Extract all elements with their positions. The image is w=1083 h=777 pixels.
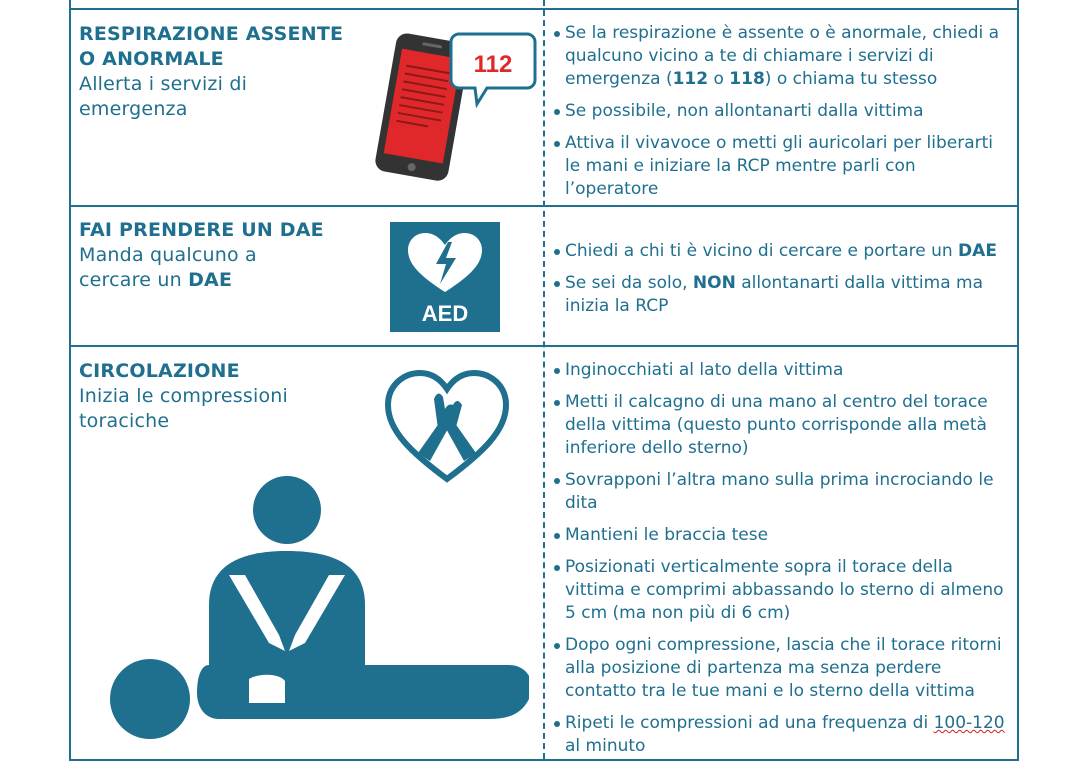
section-title: O ANORMALE: [79, 48, 224, 70]
list-item: Sovrapponi l’altra mano sulla prima incrociando le dita: [553, 469, 1013, 515]
list-item: Se la respirazione è assente o è anormale, chiedi a qualcuno vicino a te di chiamare i servizi di emergenza (112 o 118) o chiama tu stesso: [553, 22, 1013, 91]
list-item: Mantieni le braccia tese: [553, 524, 1013, 547]
section-subtitle: toraciche: [79, 410, 170, 432]
list-item: Dopo ogni compressione, lascia che il torace ritorni alla posizione di partenza ma senza perdere contatto tra le tue mani e lo sterno della vittima: [553, 634, 1013, 703]
section-title: FAI PRENDERE UN DAE: [79, 219, 324, 241]
list-item: Metti il calcagno di una mano al centro del torace della vittima (questo punto corrisponde alla metà inferiore dello sterno): [553, 391, 1013, 460]
list-item: Ripeti le compressioni ad una frequenza di 100-120 al minuto: [553, 712, 1013, 758]
list-item: Se possibile, non allontanarti dalla vittima: [553, 100, 1013, 123]
phone-emergency-icon: [371, 28, 541, 188]
aed-icon: [390, 222, 500, 332]
heart-hands-icon: [384, 369, 510, 484]
list-item: Chiedi a chi ti è vicino di cercare e portare un DAE: [553, 240, 1013, 263]
section-heading: [79, 359, 359, 434]
call-bubble-text: 112: [473, 51, 513, 78]
section-subtitle: emergenza: [79, 98, 188, 120]
list-item: Inginocchiati al lato della vittima: [553, 359, 1013, 382]
section-title: RESPIRAZIONE ASSENTE: [79, 23, 344, 45]
bullet-list: [553, 22, 1013, 210]
section-subtitle: cercare un DAE: [79, 269, 233, 291]
list-item: Se sei da solo, NON allontanarti dalla vittima ma inizia la RCP: [553, 272, 1013, 318]
cpr-guide-table: [69, 0, 1019, 761]
section-subtitle: Manda qualcuno a: [79, 244, 257, 266]
cpr-person-icon: [109, 475, 529, 745]
list-item: Attiva il vivavoce o metti gli auricolari per liberarti le mani e iniziare la RCP mentre parli con l’operatore: [553, 132, 1013, 201]
section-subtitle: Inizia le compressioni: [79, 385, 289, 407]
section-heading: [79, 218, 359, 293]
list-item: Posizionati verticalmente sopra il torace della vittima e comprimi abbassando lo sterno di almeno 5 cm (ma non più di 6 cm): [553, 556, 1013, 625]
aed-label: AED: [421, 301, 469, 326]
section-title: CIRCOLAZIONE: [79, 360, 240, 382]
bullet-list: [553, 359, 1013, 767]
bullet-list: [553, 240, 1013, 327]
column-divider: [543, 0, 545, 759]
section-heading: [79, 22, 359, 122]
section-subtitle: Allerta i servizi di: [79, 73, 248, 95]
